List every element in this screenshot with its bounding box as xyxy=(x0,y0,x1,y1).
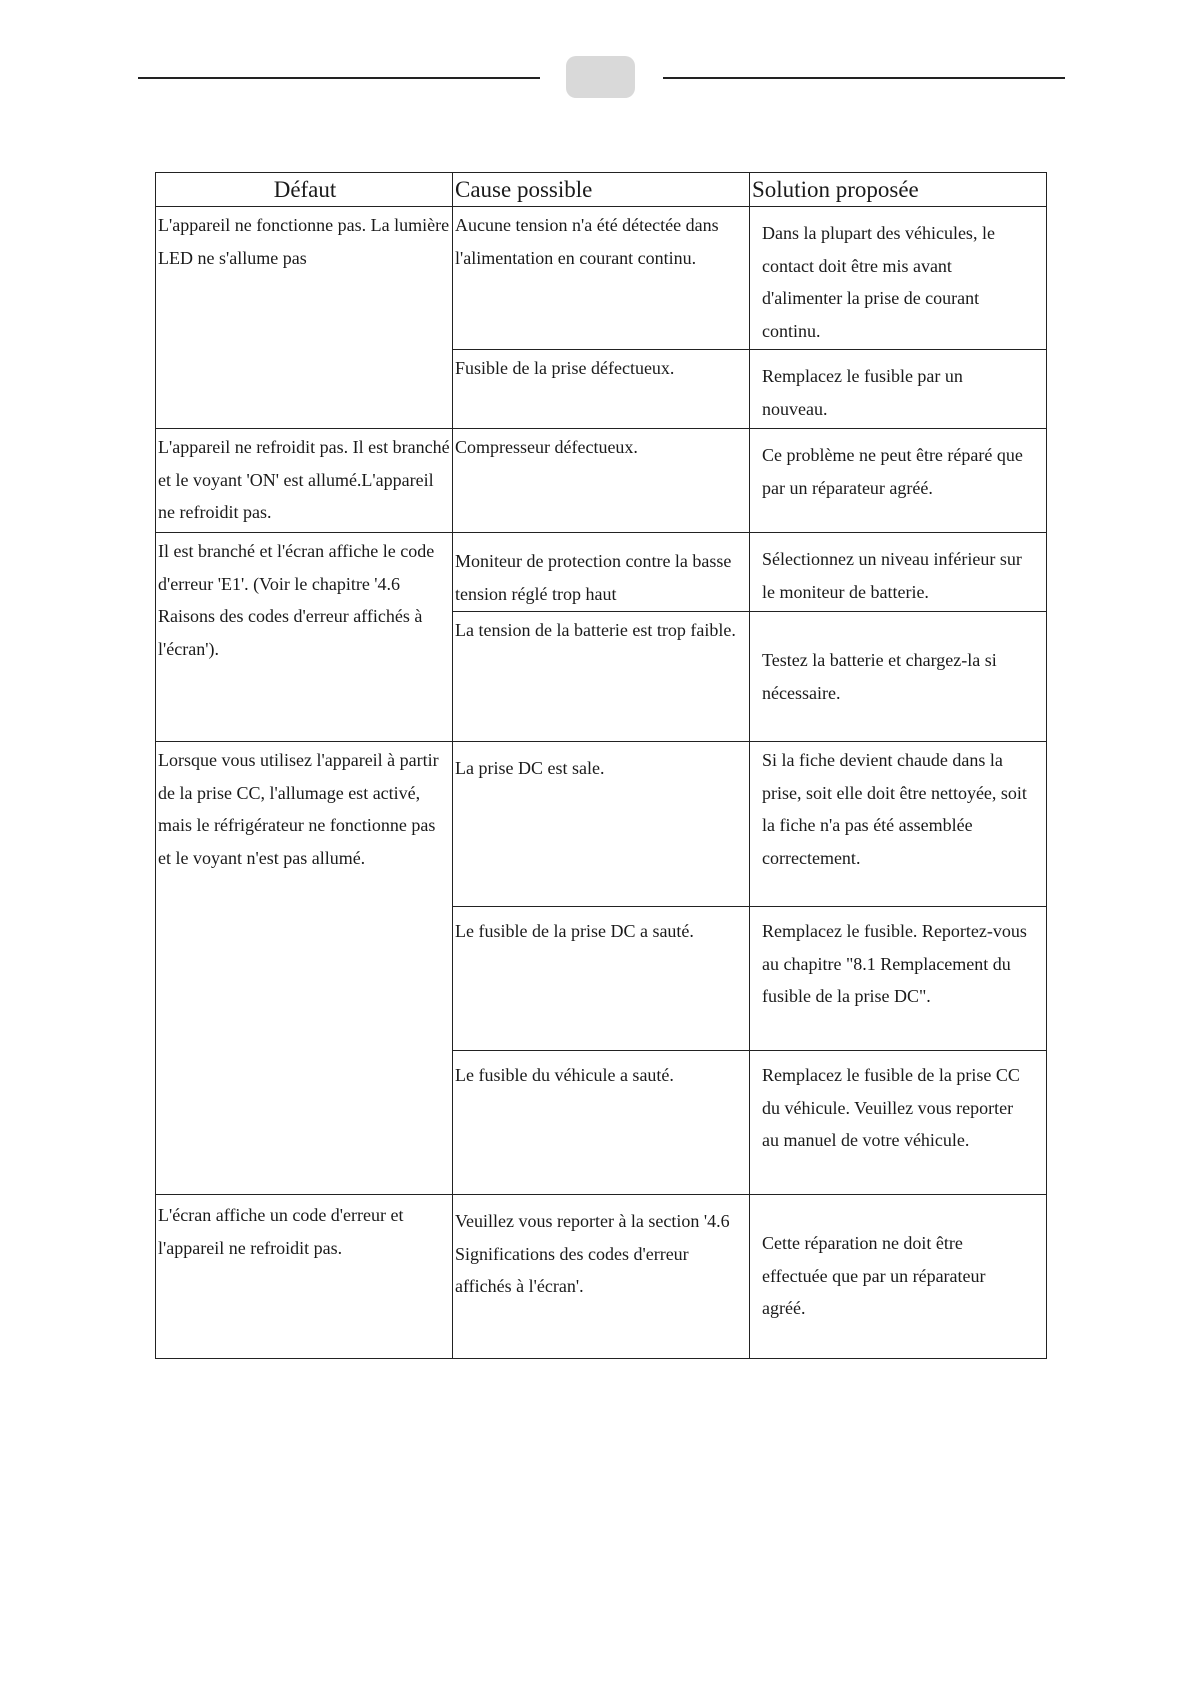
defaut-cell: L'écran affiche un code d'erreur et l'appareil ne refroidit pas. xyxy=(156,1195,453,1359)
page-number-tab xyxy=(566,56,635,98)
solution-cell: Dans la plupart des véhicules, le contact doit être mis avant d'alimenter la prise de courant continu. xyxy=(750,207,1047,350)
solution-cell: Remplacez le fusible. Reportez-vous au chapitre "8.1 Remplacement du fusible de la prise DC". xyxy=(750,907,1047,1051)
table-header-row xyxy=(156,173,1047,207)
table-row xyxy=(156,742,1047,907)
solution-cell: Cette réparation ne doit être effectuée que par un réparateur agréé. xyxy=(750,1195,1047,1359)
table-row xyxy=(156,533,1047,612)
solution-cell: Remplacez le fusible par un nouveau. xyxy=(750,350,1047,429)
solution-cell: Remplacez le fusible de la prise CC du véhicule. Veuillez vous reporter au manuel de votre véhicule. xyxy=(750,1051,1047,1195)
header-defaut: Défaut xyxy=(156,173,453,207)
defaut-cell: L'appareil ne fonctionne pas. La lumière LED ne s'allume pas xyxy=(156,207,453,429)
cause-cell: Veuillez vous reporter à la section '4.6 Significations des codes d'erreur affichés à l'écran'. xyxy=(453,1195,750,1359)
header-solution: Solution proposée xyxy=(750,173,1047,207)
cause-cell: Le fusible du véhicule a sauté. xyxy=(453,1051,750,1195)
solution-cell: Sélectionnez un niveau inférieur sur le moniteur de batterie. xyxy=(750,533,1047,612)
table-row xyxy=(156,429,1047,533)
cause-cell: Moniteur de protection contre la basse tension réglé trop haut xyxy=(453,533,750,612)
solution-cell: Ce problème ne peut être réparé que par un réparateur agréé. xyxy=(750,429,1047,533)
table-row xyxy=(156,1195,1047,1359)
table-row xyxy=(156,207,1047,350)
header-cause: Cause possible xyxy=(453,173,750,207)
header-rule-left xyxy=(138,77,540,79)
defaut-cell: Lorsque vous utilisez l'appareil à partir de la prise CC, l'allumage est activé, mais le réfrigérateur ne fonctionne pas et le voyant n'est pas allumé. xyxy=(156,742,453,1195)
header-rule-right xyxy=(663,77,1065,79)
cause-cell: Fusible de la prise défectueux. xyxy=(453,350,750,429)
defaut-cell: Il est branché et l'écran affiche le code d'erreur 'E1'. (Voir le chapitre '4.6 Raisons des codes d'erreur affichés à l'écran'). xyxy=(156,533,453,742)
cause-cell: Le fusible de la prise DC a sauté. xyxy=(453,907,750,1051)
defaut-cell: L'appareil ne refroidit pas. Il est branché et le voyant 'ON' est allumé.L'appareil ne refroidit pas. xyxy=(156,429,453,533)
solution-cell: Si la fiche devient chaude dans la prise, soit elle doit être nettoyée, soit la fiche n'a pas été assemblée correctement. xyxy=(750,742,1047,907)
cause-cell: La prise DC est sale. xyxy=(453,742,750,907)
cause-cell: La tension de la batterie est trop faible. xyxy=(453,612,750,742)
cause-cell: Aucune tension n'a été détectée dans l'alimentation en courant continu. xyxy=(453,207,750,350)
troubleshooting-table xyxy=(155,172,1047,1359)
cause-cell: Compresseur défectueux. xyxy=(453,429,750,533)
solution-cell: Testez la batterie et chargez-la si nécessaire. xyxy=(750,612,1047,742)
